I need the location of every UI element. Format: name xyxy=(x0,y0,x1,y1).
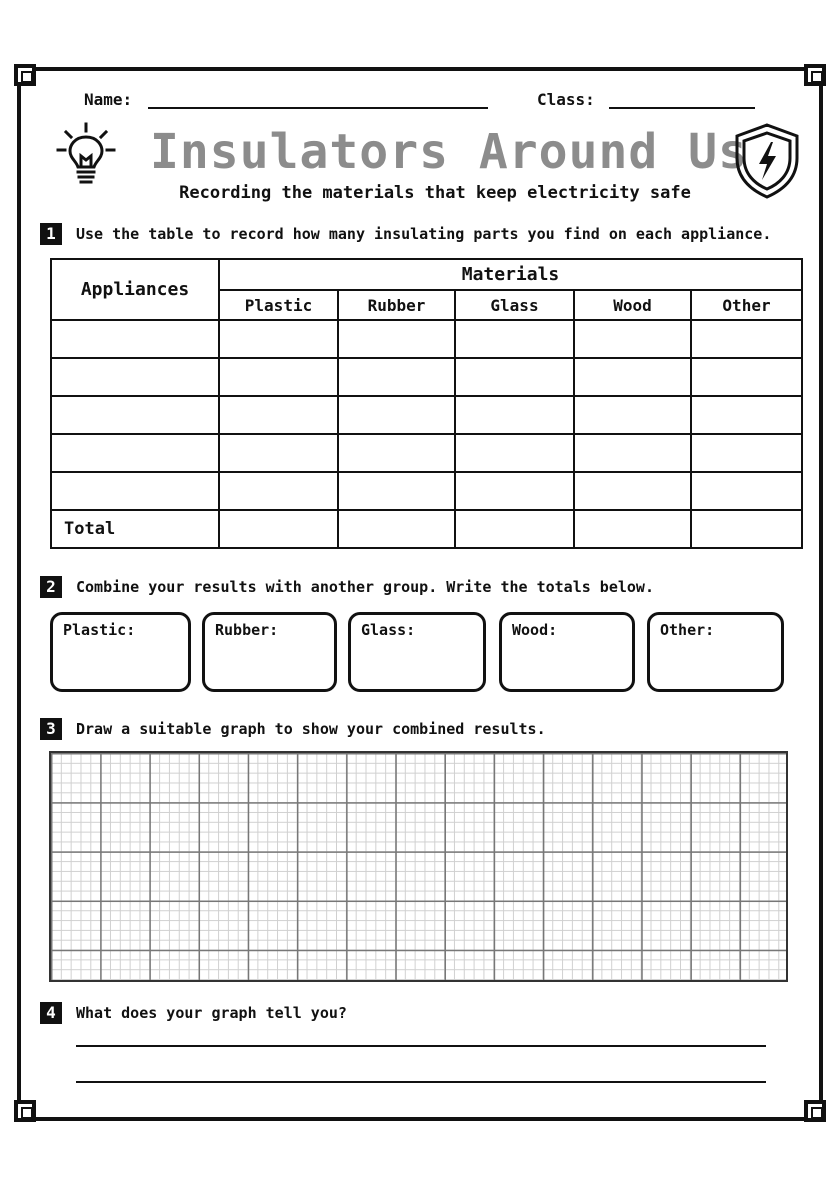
question-3-text: Draw a suitable graph to show your combined results. xyxy=(76,720,546,738)
border-corner xyxy=(14,64,36,86)
class-field[interactable] xyxy=(609,107,755,109)
results-table xyxy=(50,258,803,549)
question-1-number: 1 xyxy=(40,223,62,245)
appliances-header: Appliances xyxy=(51,259,219,320)
table-cell[interactable] xyxy=(219,320,338,358)
appliance-cell[interactable] xyxy=(51,472,219,510)
table-cell[interactable] xyxy=(574,396,691,434)
table-cell[interactable] xyxy=(574,472,691,510)
total-box-other[interactable] xyxy=(647,612,784,692)
total-box-wood[interactable] xyxy=(499,612,635,692)
graph-paper[interactable] xyxy=(49,751,788,982)
total-box-label: Other: xyxy=(660,621,715,639)
appliance-cell[interactable] xyxy=(51,358,219,396)
total-cell[interactable] xyxy=(574,510,691,548)
table-cell[interactable] xyxy=(219,434,338,472)
table-row xyxy=(51,434,802,472)
page-title: Insulators Around Us xyxy=(150,124,748,180)
total-cell[interactable] xyxy=(455,510,574,548)
total-cell[interactable] xyxy=(338,510,455,548)
table-cell[interactable] xyxy=(455,434,574,472)
table-cell[interactable] xyxy=(338,320,455,358)
question-2-text: Combine your results with another group. Write the totals below. xyxy=(76,578,654,596)
total-cell[interactable] xyxy=(219,510,338,548)
total-row xyxy=(51,510,802,548)
table-cell[interactable] xyxy=(455,358,574,396)
column-header-rubber: Rubber xyxy=(338,290,455,320)
column-header-other: Other xyxy=(691,290,802,320)
question-2-number: 2 xyxy=(40,576,62,598)
total-label: Total xyxy=(51,510,219,548)
table-cell[interactable] xyxy=(574,358,691,396)
answer-line[interactable] xyxy=(76,1045,766,1047)
name-field[interactable] xyxy=(148,107,488,109)
table-cell[interactable] xyxy=(574,434,691,472)
appliance-cell[interactable] xyxy=(51,396,219,434)
appliance-cell[interactable] xyxy=(51,434,219,472)
table-cell[interactable] xyxy=(455,396,574,434)
appliance-cell[interactable] xyxy=(51,320,219,358)
question-3-number: 3 xyxy=(40,718,62,740)
border-corner xyxy=(14,1100,36,1122)
table-cell[interactable] xyxy=(691,396,802,434)
table-cell[interactable] xyxy=(691,472,802,510)
border-corner xyxy=(804,64,826,86)
table-cell[interactable] xyxy=(691,358,802,396)
table-cell[interactable] xyxy=(219,358,338,396)
table-row xyxy=(51,358,802,396)
class-label: Class: xyxy=(537,90,595,109)
lightning-shield-icon xyxy=(733,122,801,200)
table-cell[interactable] xyxy=(691,320,802,358)
lightbulb-icon xyxy=(52,120,120,192)
total-box-label: Rubber: xyxy=(215,621,279,639)
total-box-glass[interactable] xyxy=(348,612,486,692)
table-row xyxy=(51,396,802,434)
table-cell[interactable] xyxy=(338,358,455,396)
total-box-label: Glass: xyxy=(361,621,416,639)
total-cell[interactable] xyxy=(691,510,802,548)
total-box-label: Wood: xyxy=(512,621,558,639)
table-cell[interactable] xyxy=(691,434,802,472)
column-header-plastic: Plastic xyxy=(219,290,338,320)
materials-header: Materials xyxy=(219,259,802,290)
table-cell[interactable] xyxy=(574,320,691,358)
table-cell[interactable] xyxy=(455,472,574,510)
column-header-glass: Glass xyxy=(455,290,574,320)
question-4-text: What does your graph tell you? xyxy=(76,1004,347,1022)
table-cell[interactable] xyxy=(338,472,455,510)
table-cell[interactable] xyxy=(338,396,455,434)
total-box-plastic[interactable] xyxy=(50,612,191,692)
table-cell[interactable] xyxy=(219,396,338,434)
total-box-rubber[interactable] xyxy=(202,612,337,692)
table-row xyxy=(51,472,802,510)
answer-line[interactable] xyxy=(76,1081,766,1083)
table-cell[interactable] xyxy=(455,320,574,358)
column-header-wood: Wood xyxy=(574,290,691,320)
page-subtitle: Recording the materials that keep electricity safe xyxy=(179,183,691,203)
table-cell[interactable] xyxy=(219,472,338,510)
question-4-number: 4 xyxy=(40,1002,62,1024)
table-cell[interactable] xyxy=(338,434,455,472)
border-corner xyxy=(804,1100,826,1122)
table-row xyxy=(51,320,802,358)
total-box-label: Plastic: xyxy=(63,621,136,639)
question-1-text: Use the table to record how many insulating parts you find on each appliance. xyxy=(76,225,772,243)
name-label: Name: xyxy=(84,90,133,109)
